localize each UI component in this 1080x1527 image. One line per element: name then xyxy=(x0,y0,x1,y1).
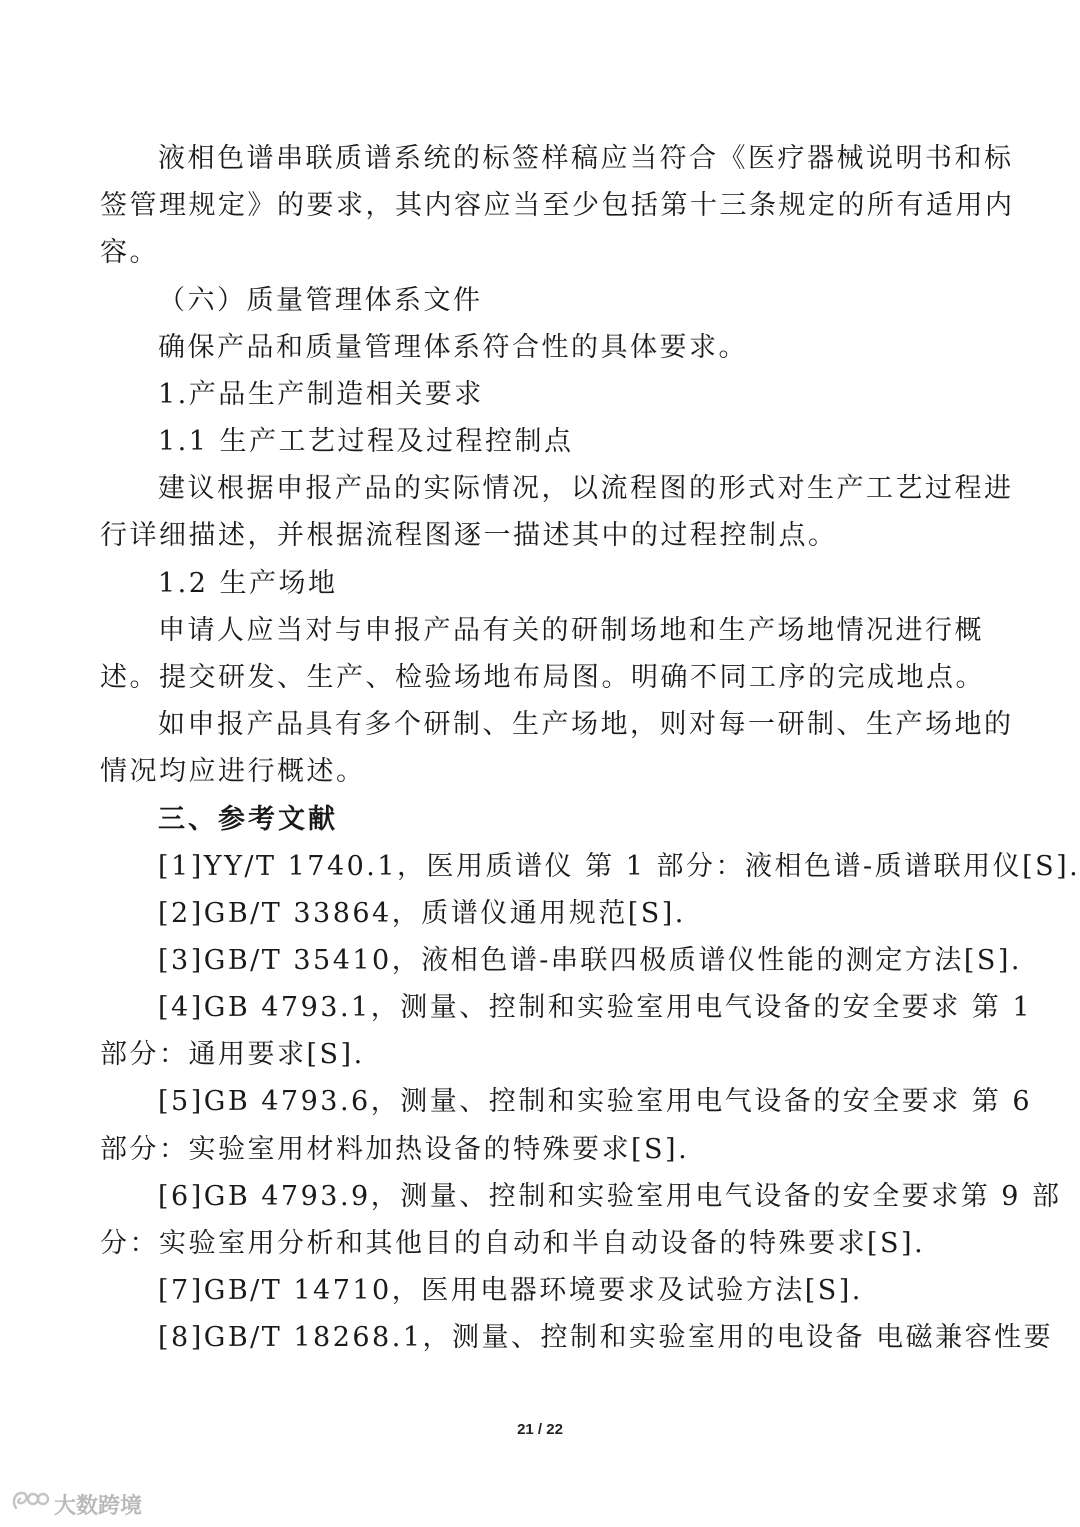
reference-item: [8]GB/T 18268.1，测量、控制和实验室用的电设备 电磁兼容性要 xyxy=(158,1322,1054,1353)
reference-item: [3]GB/T 35410，液相色谱-串联四极质谱仪性能的测定方法[S]. xyxy=(158,945,1023,976)
reference-item-continued: 分：实验室用分析和其他目的自动和半自动设备的特殊要求[S]. xyxy=(100,1228,926,1259)
watermark-text: 大数跨境 xyxy=(54,1493,143,1519)
paragraph-line: 确保产品和质量管理体系符合性的具体要求。 xyxy=(158,332,748,363)
watermark xyxy=(10,1488,142,1520)
page-number: 21 / 22 xyxy=(517,1421,563,1438)
subsection-heading: 1.2 生产场地 xyxy=(158,568,338,599)
reference-item: [7]GB/T 14710，医用电器环境要求及试验方法[S]. xyxy=(158,1275,863,1306)
paragraph-line: 情况均应进行概述。 xyxy=(100,756,366,787)
reference-item: [6]GB 4793.9，测量、控制和实验室用电气设备的安全要求第 9 部 xyxy=(158,1181,1062,1212)
reference-item-continued: 部分：通用要求[S]. xyxy=(100,1039,365,1070)
subsection-heading: 1.产品生产制造相关要求 xyxy=(158,379,484,410)
reference-item: [5]GB 4793.6，测量、控制和实验室用电气设备的安全要求 第 6 xyxy=(158,1086,1033,1117)
dsk-logo-icon xyxy=(10,1488,54,1520)
reference-item: [2]GB/T 33864，质谱仪通用规范[S]. xyxy=(158,898,686,929)
subsection-heading: 1.1 生产工艺过程及过程控制点 xyxy=(158,426,574,457)
paragraph-line: 行详细描述，并根据流程图逐一描述其中的过程控制点。 xyxy=(100,520,838,551)
paragraph-line: 述。提交研发、生产、检验场地布局图。明确不同工序的完成地点。 xyxy=(100,662,985,693)
paragraph-line: 建议根据申报产品的实际情况，以流程图的形式对生产工艺过程进 xyxy=(158,473,1014,504)
reference-item: [4]GB 4793.1，测量、控制和实验室用电气设备的安全要求 第 1 xyxy=(158,992,1033,1023)
paragraph-line: 签管理规定》的要求，其内容应当至少包括第十三条规定的所有适用内 xyxy=(100,190,1015,221)
reference-item: [1]YY/T 1740.1，医用质谱仪 第 1 部分：液相色谱-质谱联用仪[S]. xyxy=(158,851,1080,882)
references-heading: 三、参考文献 xyxy=(158,804,338,835)
paragraph-line: 如申报产品具有多个研制、生产场地，则对每一研制、生产场地的 xyxy=(158,709,1014,740)
section-heading: （六）质量管理体系文件 xyxy=(158,285,483,316)
reference-item-continued: 部分：实验室用材料加热设备的特殊要求[S]. xyxy=(100,1134,690,1165)
paragraph-line: 液相色谱串联质谱系统的标签样稿应当符合《医疗器械说明书和标 xyxy=(158,143,1014,174)
paragraph-line: 容。 xyxy=(100,237,159,268)
paragraph-line: 申请人应当对与申报产品有关的研制场地和生产场地情况进行概 xyxy=(158,615,984,646)
